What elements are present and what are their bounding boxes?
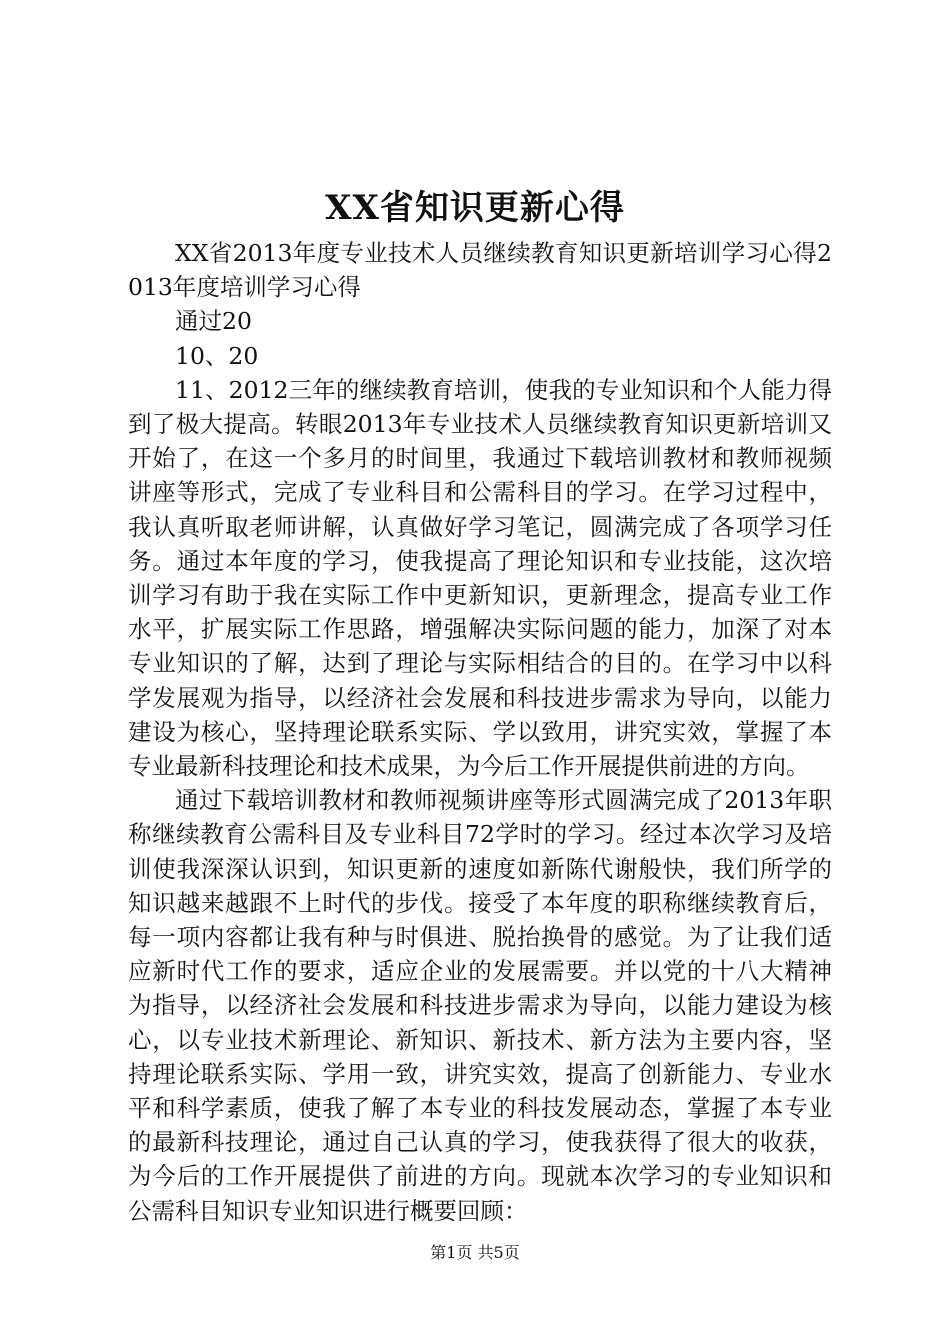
page-number-footer: 第1页 共5页 (430, 1243, 520, 1262)
intro-paragraph: XX省2013年度专业技术人员继续教育知识更新培训学习心得2013年度培训学习心得 (128, 239, 832, 302)
body-paragraph-1: 11、2012三年的继续教育培训，使我的专业知识和个人能力得到了极大提高。转眼2013年专业技术人员继续教育知识更新培训又开始了，在这一个多月的时间里，我通过下载培训教材和教师视频讲座等形式，完成了专业科目和公需科目的学习。在学习过程中，我认真听取老师讲解，认真做好学习笔记，圆满完成了各项学习任务。通过本年度的学习，使我提高了理论知识和专业技能，这次培训学习有助于我在实际工作中更新知识，更新理念，提高专业工作水平，扩展实际工作思路，增强解决实际问题的能力，加深了对本专业知识的了解，达到了理论与实际相结合的目的。在学习中以科学发展观为指导，以经济社会发展和科技进步需求为导向，以能力建设为核心，坚持理论联系实际、学以致用，讲究实效，掌握了本专业最新科技理论和技术成果，为今后工作开展提供前进的方向。 (128, 375, 832, 781)
paragraph-fragment-2: 10、20 (175, 341, 259, 370)
paragraph-fragment-1: 通过20 (175, 307, 252, 336)
body-paragraph-2: 通过下载培训教材和教师视频讲座等形式圆满完成了2013年职称继续教育公需科目及专业科目72学时的学习。经过本次学习及培训使我深深认识到，知识更新的速度如新陈代谢般快，我们所学的知识越来越跟不上时代的步伐。接受了本年度的职称继续教育后，每一项内容都让我有种与时俱进、脱抬换骨的感觉。为了让我们适应新时代工作的要求，适应企业的发展需要。并以党的十八大精神为指导，以经济社会发展和科技进步需求为导向，以能力建设为核心，以专业技术新理论、新知识、新技术、新方法为主要内容，坚持理论联系实际、学用一致，讲究实效，提高了创新能力、专业水平和科学素质，使我了解了本专业的科技发展动态，掌握了本专业的最新科技理论，通过自己认真的学习，使我获得了很大的收获，为今后的工作开展提供了前进的方向。现就本次学习的专业知识和公需科目知识专业知识进行概要回顾： (128, 786, 832, 1225)
document-body (128, 236, 832, 1228)
document-title: XX省知识更新心得 (325, 188, 625, 228)
